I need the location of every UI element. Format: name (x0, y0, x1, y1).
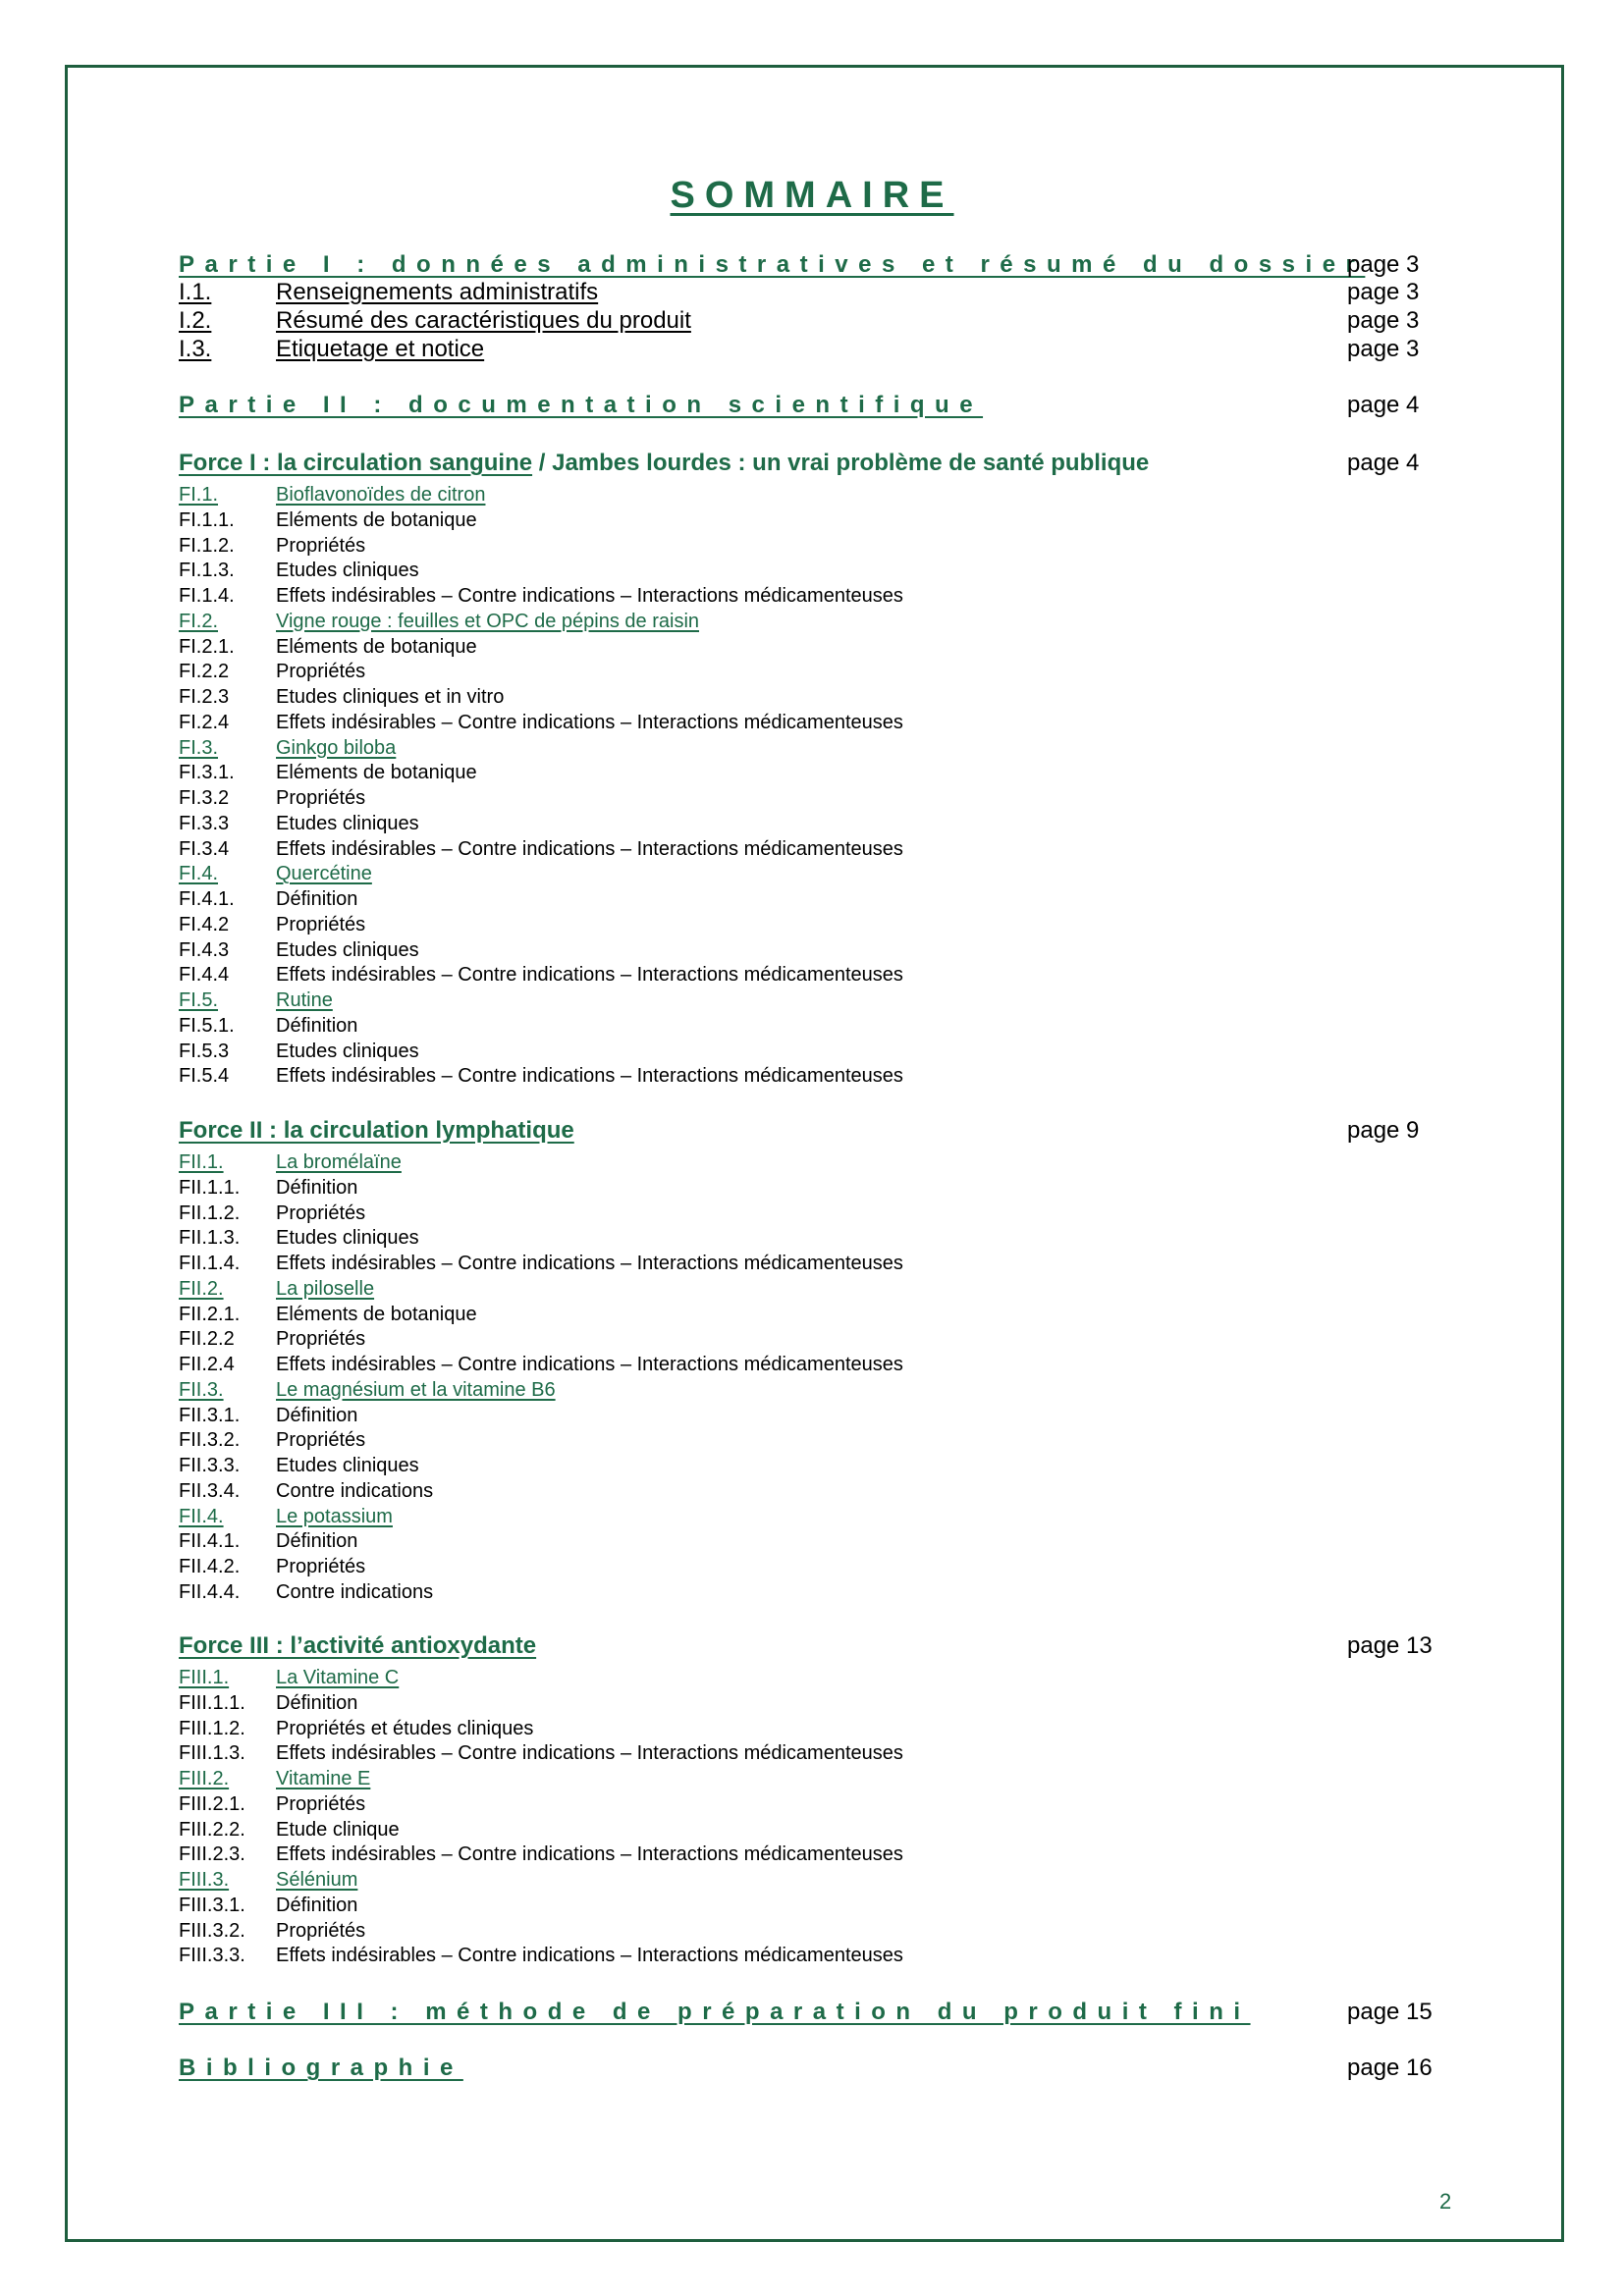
item-number: FI.5.1. (179, 1014, 235, 1037)
section-label: Sélénium (276, 1869, 358, 1891)
section-number: FI.4. (179, 863, 219, 885)
section-number: FI.5. (179, 989, 219, 1011)
item-label: Propriétés et études cliniques (276, 1717, 534, 1739)
item-label: Effets indésirables – Contre indications – Interactions médicamenteuses (276, 1742, 903, 1765)
force-label-rest: / Jambes lourdes : un vrai problème de santé publique (532, 450, 1150, 476)
toc-item (179, 1253, 903, 1275)
toc-item (179, 535, 365, 558)
toc-item (179, 1718, 533, 1740)
item-number: FI.4.1. (179, 888, 235, 910)
section-label: Le potassium (276, 1505, 393, 1527)
item-label: Renseignements administratifs (276, 279, 599, 305)
section-label: La Vitamine C (276, 1667, 400, 1688)
item-number: I.2. (179, 307, 212, 334)
toc-item (179, 1177, 357, 1200)
toc-section[interactable] (179, 1379, 556, 1402)
section-label: La bromélaïne (276, 1151, 402, 1173)
item-label: Etiquetage et notice (276, 336, 485, 362)
bibliographie-label: Bibliographie (179, 2055, 463, 2081)
section-label: Bioflavonoïdes de citron (276, 484, 486, 506)
partie-label: Partie I : données administratives et résumé du dossier (179, 251, 1366, 278)
toc-item (179, 1354, 903, 1376)
item-label: Effets indésirables – Contre indications – Interactions médicamenteuses (276, 1253, 903, 1274)
section-label: Vigne rouge : feuilles et OPC de pépins de raisin (276, 610, 700, 632)
toc-item (179, 1819, 400, 1842)
toc-item (179, 813, 419, 835)
item-label: Propriétés (276, 1328, 366, 1351)
item-label: Effets indésirables – Contre indications – Interactions médicamenteuses (276, 1065, 903, 1088)
page-ref: page 4 (1347, 450, 1420, 476)
item-label: Définition (276, 888, 358, 910)
item-label: Etude clinique (276, 1818, 400, 1841)
toc-item (179, 1556, 365, 1578)
item-number: FI.1.3. (179, 560, 235, 582)
toc-item (179, 1429, 365, 1452)
toc-item (179, 1304, 477, 1326)
item-label: Définition (276, 1894, 358, 1916)
toc-item (179, 1895, 357, 1917)
section-number: FI.1. (179, 484, 219, 506)
toc-item (179, 762, 477, 784)
section-number: FII.3. (179, 1378, 224, 1401)
item-number: FI.2.2 (179, 661, 230, 683)
item-label: Définition (276, 1014, 358, 1037)
item-number: FII.1.1. (179, 1176, 241, 1199)
item-label: Effets indésirables – Contre indications – Interactions médicamenteuses (276, 837, 903, 860)
toc-sub-item[interactable] (179, 336, 484, 363)
toc-force2[interactable] (179, 1117, 574, 1145)
item-label: Etudes cliniques (276, 1040, 419, 1062)
item-label: Propriétés (276, 1429, 366, 1452)
item-label: Effets indésirables – Contre indications – Interactions médicamenteuses (276, 585, 903, 607)
toc-item (179, 1041, 419, 1063)
item-number: I.3. (179, 336, 212, 362)
item-number: FIII.2.2. (179, 1818, 245, 1841)
toc-force1[interactable] (179, 450, 1149, 477)
item-number: FII.3.1. (179, 1404, 241, 1426)
item-label: Définition (276, 1176, 358, 1199)
item-label: Propriétés (276, 787, 366, 809)
item-label: Propriétés (276, 534, 366, 557)
page-number: 2 (1439, 2189, 1452, 2214)
item-number: FI.2.3 (179, 686, 230, 708)
item-label: Eléments de botanique (276, 508, 477, 531)
toc-item (179, 1455, 419, 1477)
item-label: Etudes cliniques (276, 560, 419, 582)
item-label: Eléments de botanique (276, 762, 477, 784)
item-number: FI.1.2. (179, 534, 235, 557)
item-number: FII.1.2. (179, 1201, 241, 1224)
toc-item (179, 964, 903, 987)
toc-item (179, 661, 365, 683)
item-number: FI.5.3 (179, 1040, 230, 1062)
item-number: FI.4.3 (179, 938, 230, 961)
toc-item (179, 1015, 357, 1038)
toc-partie-1[interactable] (179, 251, 1365, 279)
force-label: Force II : la circulation lymphatique (179, 1117, 574, 1144)
section-number: FI.3. (179, 736, 219, 759)
force-label: Force III : l’activité antioxydante (179, 1632, 537, 1659)
toc-partie-2[interactable] (179, 392, 983, 419)
item-number: FI.3.4 (179, 837, 230, 860)
page-ref: page 16 (1347, 2055, 1433, 2081)
item-number: FI.1.4. (179, 585, 235, 607)
toc-item (179, 1480, 433, 1503)
toc-item (179, 686, 504, 709)
section-number: FII.1. (179, 1151, 224, 1173)
item-label: Effets indésirables – Contre indications – Interactions médicamenteuses (276, 1843, 903, 1866)
item-number: FIII.2.1. (179, 1792, 245, 1815)
item-number: FII.4.2. (179, 1556, 241, 1577)
section-label: Quercétine (276, 863, 372, 885)
item-label: Effets indésirables – Contre indications – Interactions médicamenteuses (276, 1945, 903, 1967)
section-label: Le magnésium et la vitamine B6 (276, 1378, 556, 1401)
item-label: Définition (276, 1691, 358, 1714)
toc-section[interactable] (179, 1506, 393, 1528)
item-number: FII.4.4. (179, 1580, 241, 1603)
page-ref: page 15 (1347, 1999, 1433, 2025)
page-ref: page 3 (1347, 307, 1420, 334)
item-number: FIII.1.3. (179, 1742, 245, 1765)
force-label: Force I : la circulation sanguine (179, 450, 533, 476)
item-number: FI.1.1. (179, 508, 235, 531)
item-label: Propriétés (276, 1792, 366, 1815)
item-number: FIII.1.2. (179, 1717, 245, 1739)
toc-item (179, 787, 365, 810)
toc-section[interactable] (179, 484, 485, 507)
toc-section[interactable] (179, 1151, 402, 1174)
toc-item (179, 1742, 903, 1765)
toc-item (179, 1328, 365, 1351)
section-number: FII.4. (179, 1505, 224, 1527)
page-ref: page 3 (1347, 251, 1420, 278)
toc-section[interactable] (179, 1869, 357, 1892)
toc-item (179, 888, 357, 911)
toc-item (179, 636, 477, 659)
toc-item (179, 1945, 903, 1967)
toc-item (179, 1227, 419, 1250)
section-label: Vitamine E (276, 1768, 371, 1789)
item-number: FI.4.2 (179, 913, 230, 935)
toc-section[interactable] (179, 737, 396, 760)
item-label: Etudes cliniques et in vitro (276, 686, 505, 708)
toc-item (179, 1530, 357, 1553)
toc-item (179, 1202, 365, 1225)
partie-label: Partie II : documentation scientifique (179, 392, 984, 418)
toc-section[interactable] (179, 1667, 399, 1689)
item-number: I.1. (179, 279, 212, 305)
item-number: FI.2.4 (179, 711, 230, 733)
page-ref: page 4 (1347, 392, 1420, 418)
item-number: FIII.3.1. (179, 1894, 245, 1916)
toc-section[interactable] (179, 1278, 374, 1301)
toc-item (179, 1065, 903, 1088)
toc-force3[interactable] (179, 1632, 536, 1660)
item-number: FII.2.4 (179, 1354, 235, 1375)
item-number: FII.2.2 (179, 1328, 235, 1351)
item-number: FII.2.1. (179, 1303, 241, 1325)
item-label: Effets indésirables – Contre indications – Interactions médicamenteuses (276, 964, 903, 987)
toc-item (179, 1920, 365, 1943)
item-label: Eléments de botanique (276, 635, 477, 658)
item-number: FI.3.3 (179, 812, 230, 834)
item-label: Contre indications (276, 1479, 434, 1502)
item-label: Etudes cliniques (276, 1227, 419, 1250)
toc-section[interactable] (179, 1768, 370, 1790)
section-number: FIII.1. (179, 1667, 230, 1688)
item-number: FI.3.2 (179, 787, 230, 809)
section-number: FIII.2. (179, 1768, 230, 1789)
toc-item (179, 585, 903, 608)
item-label: Effets indésirables – Contre indications – Interactions médicamenteuses (276, 711, 903, 733)
toc-item (179, 838, 903, 861)
item-number: FII.3.3. (179, 1455, 241, 1476)
item-label: Propriétés (276, 661, 366, 683)
toc-item (179, 1843, 903, 1866)
item-label: Définition (276, 1530, 358, 1553)
toc-item (179, 1405, 357, 1427)
section-label: Ginkgo biloba (276, 736, 397, 759)
item-number: FIII.2.3. (179, 1843, 245, 1866)
item-number: FII.1.4. (179, 1253, 241, 1274)
item-label: Propriétés (276, 1556, 366, 1577)
item-number: FI.2.1. (179, 635, 235, 658)
section-label: Rutine (276, 989, 333, 1011)
toc-item (179, 712, 903, 734)
section-number: FI.2. (179, 610, 219, 632)
page-title: SOMMAIRE (670, 175, 954, 216)
item-label: Eléments de botanique (276, 1303, 477, 1325)
item-number: FII.4.1. (179, 1530, 241, 1553)
section-number: FIII.3. (179, 1869, 230, 1891)
page-ref: page 3 (1347, 336, 1420, 362)
toc-item (179, 560, 419, 582)
item-label: Définition (276, 1404, 358, 1426)
item-label: Propriétés (276, 913, 366, 935)
item-number: FIII.1.1. (179, 1691, 245, 1714)
item-label: Propriétés (276, 1919, 366, 1942)
item-number: FII.1.3. (179, 1227, 241, 1250)
toc-sub-item[interactable] (179, 307, 691, 335)
item-number: FI.5.4 (179, 1065, 230, 1088)
item-number: FIII.3.3. (179, 1945, 245, 1967)
page-ref: page 9 (1347, 1117, 1420, 1144)
item-label: Résumé des caractéristiques du produit (276, 307, 691, 334)
item-number: FII.3.4. (179, 1479, 241, 1502)
section-label: La piloselle (276, 1277, 375, 1300)
item-label: Etudes cliniques (276, 1455, 419, 1476)
item-label: Etudes cliniques (276, 938, 419, 961)
toc-partie-3[interactable] (179, 1999, 1251, 2026)
item-label: Contre indications (276, 1580, 434, 1603)
partie-label: Partie III : méthode de préparation du produit fini (179, 1999, 1251, 2025)
toc-item (179, 1793, 365, 1816)
page-ref: page 13 (1347, 1632, 1433, 1659)
toc-bibliographie[interactable] (179, 2055, 463, 2082)
toc-item (179, 509, 477, 532)
item-label: Propriétés (276, 1201, 366, 1224)
toc-item (179, 914, 365, 936)
toc-sub-item[interactable] (179, 279, 598, 306)
toc-section[interactable] (179, 989, 333, 1012)
toc-item (179, 1581, 433, 1604)
toc-item (179, 939, 419, 962)
item-label: Etudes cliniques (276, 812, 419, 834)
item-label: Effets indésirables – Contre indications – Interactions médicamenteuses (276, 1354, 903, 1375)
section-number: FII.2. (179, 1277, 224, 1300)
page-ref: page 3 (1347, 279, 1420, 305)
item-number: FI.3.1. (179, 762, 235, 784)
toc-section[interactable] (179, 611, 699, 633)
item-number: FI.4.4 (179, 964, 230, 987)
toc-section[interactable] (179, 863, 372, 885)
toc-item (179, 1692, 357, 1715)
item-number: FII.3.2. (179, 1429, 241, 1452)
item-number: FIII.3.2. (179, 1919, 245, 1942)
